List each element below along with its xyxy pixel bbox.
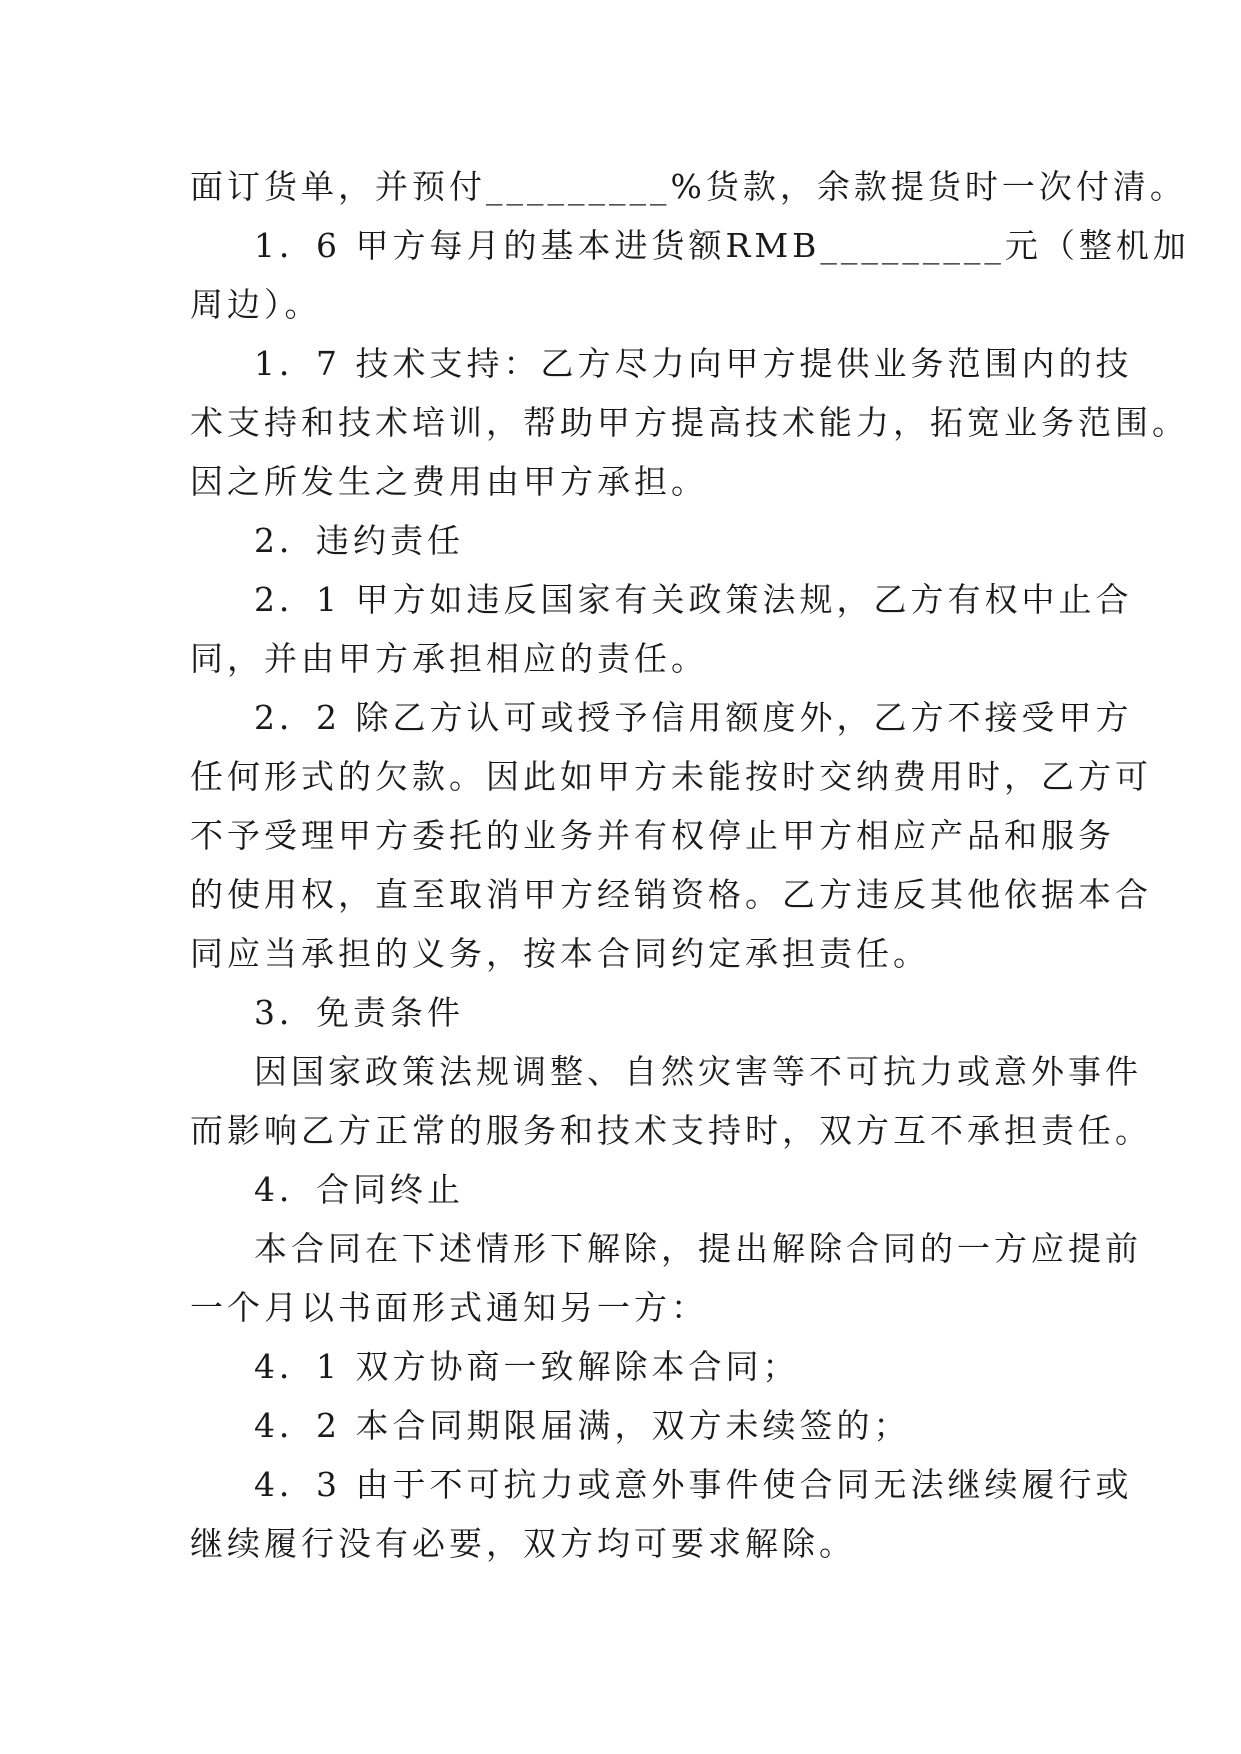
text-line: 同，并由甲方承担相应的责任。 <box>190 639 708 678</box>
text-line: 4．1 双方协商一致解除本合同； <box>254 1347 800 1386</box>
text-line: 本合同在下述情形下解除，提出解除合同的一方应提前 <box>254 1229 1142 1268</box>
text-line: 任何形式的欠款。因此如甲方未能按时交纳费用时，乙方可 <box>190 757 1152 796</box>
text-line: 4．3 由于不可抗力或意外事件使合同无法继续履行或 <box>254 1465 1133 1504</box>
text-line: 2．2 除乙方认可或授予信用额度外，乙方不接受甲方 <box>254 698 1133 737</box>
text-line: 1．7 技术支持：乙方尽力向甲方提供业务范围内的技 <box>254 344 1133 383</box>
text-line: 2．1 甲方如违反国家有关政策法规，乙方有权中止合 <box>254 580 1133 619</box>
text-line: 1．6 甲方每月的基本进货额RMB_________元（整机加 <box>254 226 1190 265</box>
text-line: 因之所发生之费用由甲方承担。 <box>190 462 708 501</box>
section-heading: 2．违约责任 <box>254 521 464 560</box>
text-line: 同应当承担的义务，按本合同约定承担责任。 <box>190 934 930 973</box>
text-line: 4．2 本合同期限届满，双方未续签的； <box>254 1406 911 1445</box>
text-line: 因国家政策法规调整、自然灾害等不可抗力或意外事件 <box>254 1052 1142 1091</box>
contract-text <box>190 157 1190 1573</box>
text-line: 周边）。 <box>190 285 322 324</box>
text-line: 一个月以书面形式通知另一方： <box>190 1288 708 1327</box>
text-line: 继续履行没有必要，双方均可要求解除。 <box>190 1524 856 1563</box>
text-line: 不予受理甲方委托的业务并有权停止甲方相应产品和服务 <box>190 816 1115 855</box>
text-line: 术支持和技术培训，帮助甲方提高技术能力，拓宽业务范围。 <box>190 403 1189 442</box>
section-heading: 3．免责条件 <box>254 993 464 1032</box>
section-heading: 4．合同终止 <box>254 1170 464 1209</box>
text-line: 而影响乙方正常的服务和技术支持时，双方互不承担责任。 <box>190 1111 1152 1150</box>
text-line: 的使用权，直至取消甲方经销资格。乙方违反其他依据本合 <box>190 875 1152 914</box>
text-line: 面订货单，并预付_________%货款，余款提货时一次付清。 <box>190 167 1187 206</box>
